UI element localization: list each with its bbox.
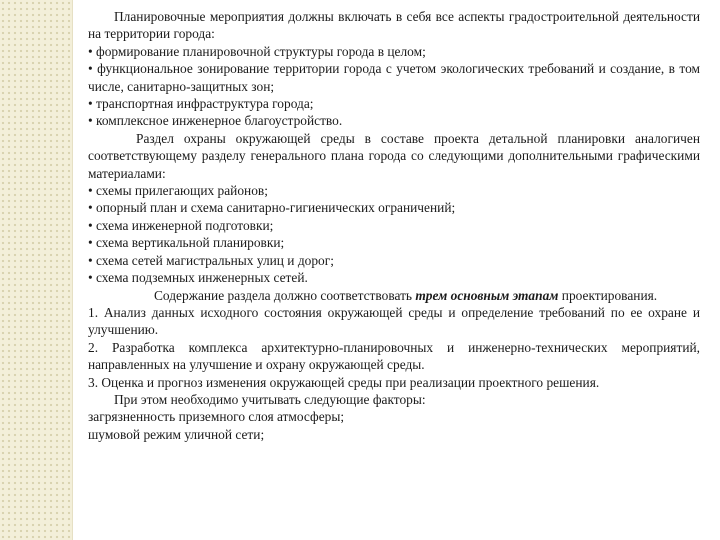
map-list-item: • схема инженерной подготовки; <box>88 217 274 233</box>
content-paragraph <box>88 287 700 304</box>
map-list-item: • схема подземных инженерных сетей. <box>88 270 308 286</box>
map-list-item: • опорный план и схема санитарно-гигиенических ограничений; <box>88 200 456 216</box>
intro-paragraph: Планировочные мероприятия должны включать в себя все аспекты градостроительной деятельности на территории города: <box>88 9 700 42</box>
map-list-item: • схемы прилегающих районов; <box>88 183 268 199</box>
section-paragraph: Раздел охраны окружающей среды в составе проекта детальной планировки аналогичен соответствующему разделу генерального плана города со следующими дополнительными графическими материалами: <box>88 130 700 181</box>
stage-item: 2. Разработка комплекса архитектурно-планировочных и инженерно-технических мероприятий, направленных на улучшение и охрану окружающей среды. <box>88 339 700 373</box>
intro-item: • комплексное инженерное благоустройство. <box>88 113 343 129</box>
intro-item: • функциональное зонирование территории города с учетом экологических требований и создание, в том числе, санитарно-защитных зон; <box>88 61 700 94</box>
factors-intro: При этом необходимо учитывать следующие факторы: <box>114 391 426 407</box>
factor-item: шумовой режим уличной сети; <box>88 426 265 442</box>
stage-item: 1. Анализ данных исходного состояния окружающей среды и определение требований по ее охране и улучшению. <box>88 304 700 338</box>
emphasized-phrase: трем основным этапам <box>415 287 559 303</box>
decorative-side-strip <box>0 0 73 540</box>
map-list-item: • схема вертикальной планировки; <box>88 235 285 251</box>
intro-item: • формирование планировочной структуры города в целом; <box>88 43 426 59</box>
intro-item: • транспортная инфраструктура города; <box>88 96 314 112</box>
factor-item: загрязненность приземного слоя атмосферы; <box>88 409 345 425</box>
map-list-item: • схема сетей магистральных улиц и дорог; <box>88 252 334 268</box>
content-text: Содержание раздела должно соответствовать <box>154 287 416 303</box>
slide-text-body <box>88 8 700 443</box>
content-text: проектирования. <box>558 287 658 303</box>
stage-item: 3. Оценка и прогноз изменения окружающей среды при реализации проектного решения. <box>88 374 600 390</box>
